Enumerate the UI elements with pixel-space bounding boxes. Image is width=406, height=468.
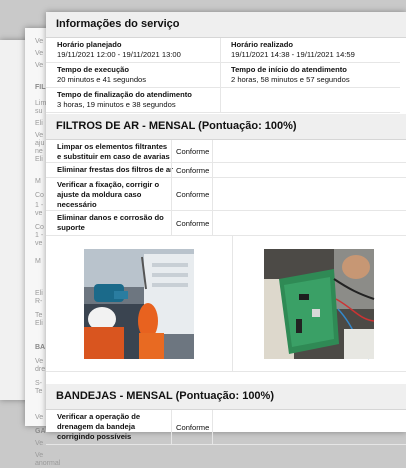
background-text-line: Ve xyxy=(35,440,44,447)
background-text-line: Eli xyxy=(35,156,43,163)
checklist-row xyxy=(46,211,406,236)
checklist-answer: Conforme xyxy=(171,410,212,444)
checklist-notes xyxy=(212,163,406,177)
realized-time-label: Horário realizado xyxy=(231,40,294,49)
checklist-question: Eliminar danos e corrosão do suporte xyxy=(57,213,164,232)
checklist-question: Verificar a operação de drenagem da bandeja corrigindo possíveis xyxy=(57,412,141,441)
circuit-board-photo[interactable] xyxy=(264,249,374,359)
background-text-line: su xyxy=(35,108,43,115)
background-text-line: R- xyxy=(35,298,43,305)
planned-time-label: Horário planejado xyxy=(57,40,122,49)
background-text-line: BA xyxy=(35,344,46,351)
start-time-value: 2 horas, 58 minutos e 57 segundos xyxy=(231,75,350,84)
planned-time-cell xyxy=(46,38,220,63)
checklist-question: Verificar a fixação, corrigir o ajuste da moldura caso necessário xyxy=(57,180,160,209)
checklist-notes xyxy=(212,140,406,162)
background-text-line: anormal xyxy=(35,460,61,467)
background-text-line: Ve xyxy=(35,38,44,45)
photo-cell-right xyxy=(232,236,405,371)
background-text-line: Eli xyxy=(35,320,43,327)
background-text-line: dre xyxy=(35,366,46,373)
background-text-line: Eli xyxy=(35,290,43,297)
background-text-line: Ve xyxy=(35,358,44,365)
finish-time-label: Tempo de finalização do atendimento xyxy=(57,90,192,99)
background-text-line: FIL xyxy=(35,84,46,91)
checklist-question: Eliminar frestas dos filtros de ar xyxy=(57,165,174,174)
background-text-line: M xyxy=(35,258,41,265)
background-text-line: Eli xyxy=(35,120,43,127)
report-page xyxy=(46,12,406,441)
technician-cleaning-photo[interactable] xyxy=(84,249,194,359)
execution-time-label: Tempo de execução xyxy=(57,65,130,74)
checklist-row xyxy=(46,140,406,163)
checklist-answer: Conforme xyxy=(171,163,212,177)
finish-time-value: 3 horas, 19 minutos e 38 segundos xyxy=(57,100,176,109)
photo-row xyxy=(46,236,406,372)
empty-cell xyxy=(220,88,400,113)
checklist-notes xyxy=(212,211,406,235)
background-text-line: S- xyxy=(35,380,42,387)
execution-time-cell xyxy=(46,63,220,88)
trays-heading: BANDEJAS - MENSAL (Pontuação: 100%) xyxy=(46,384,406,410)
background-text-line: ve xyxy=(35,210,43,217)
execution-time-value: 20 minutos e 41 segundos xyxy=(57,75,147,84)
photo-cell-left xyxy=(46,236,232,371)
background-text-line: Co xyxy=(35,192,44,199)
checklist-row xyxy=(46,410,406,445)
checklist-row xyxy=(46,178,406,211)
realized-time-value: 19/11/2021 14:38 - 19/11/2021 14:59 xyxy=(231,50,355,59)
checklist-notes xyxy=(212,178,406,210)
checklist-notes xyxy=(212,410,406,444)
background-text-line: Ve xyxy=(35,414,44,421)
background-text-line: M xyxy=(35,178,41,185)
background-text-line: aju xyxy=(35,140,45,147)
service-info-table xyxy=(46,38,406,113)
checklist-answer: Conforme xyxy=(171,140,212,162)
background-text-line: Ve xyxy=(35,132,44,139)
background-text-line: Lim xyxy=(35,100,47,107)
background-text-line: Te xyxy=(35,388,43,395)
checklist-answer: Conforme xyxy=(171,178,212,210)
start-time-cell xyxy=(220,63,400,88)
checklist-question: Limpar os elementos filtrantes e substituir em caso de avarias xyxy=(57,142,170,161)
background-text-line: 1 - xyxy=(35,232,44,239)
background-text-line: GA xyxy=(35,428,46,435)
finish-time-cell xyxy=(46,88,220,113)
realized-time-cell xyxy=(220,38,400,63)
checklist-row xyxy=(46,163,406,178)
background-text-line: Ve xyxy=(35,62,44,69)
start-time-label: Tempo de início do atendimento xyxy=(231,65,347,74)
background-text-line: Ve xyxy=(35,452,44,459)
background-text-line: 1 - xyxy=(35,202,44,209)
background-text-line: ve xyxy=(35,240,43,247)
background-text-line: ne xyxy=(35,148,43,155)
planned-time-value: 19/11/2021 12:00 - 19/11/2021 13:00 xyxy=(57,50,181,59)
background-text-line: Ve xyxy=(35,50,44,57)
background-text-line: Te xyxy=(35,312,43,319)
background-text-line: Co xyxy=(35,224,44,231)
filters-heading: FILTROS DE AR - MENSAL (Pontuação: 100%) xyxy=(46,114,406,140)
service-info-heading: Informações do serviço xyxy=(46,12,406,38)
checklist-answer: Conforme xyxy=(171,211,212,235)
